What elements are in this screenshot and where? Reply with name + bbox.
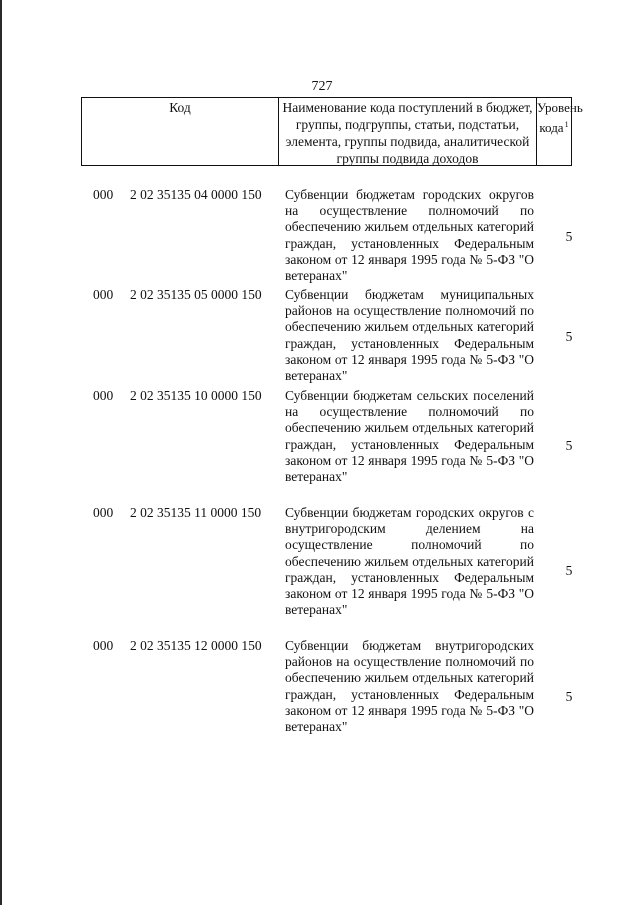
row-income-name: Субвенции бюджетам городских округов с внутригородским делением на осуществление полномочий по обеспечению жильем отдельных категорий граждан, установленных Федеральным законом от 12 января 1995 года № 5-ФЗ "О ветеранах": [285, 505, 534, 618]
row-income-code: 2 02 35135 11 0000 150: [130, 505, 262, 520]
row-level: 5: [565, 228, 573, 244]
row-income-name: Субвенции бюджетам городских округов на осуществление полномочий по обеспечению жильем отдельных категорий граждан, установленных Федеральным законом от 12 января 1995 года № 5-ФЗ "О ветеранах": [285, 187, 534, 284]
table-row: [2, 388, 640, 505]
row-income-name: Субвенции бюджетам муниципальных районов на осуществление полномочий по обеспечению жильем отдельных категорий граждан, установленных Федеральным законом от 12 января 1995 года № 5-ФЗ "О ветеранах": [285, 287, 534, 384]
row-income-name: Субвенции бюджетам внутригородских районов на осуществление полномочий по обеспечению жильем отдельных категорий граждан, установленных Федеральным законом от 12 января 1995 года № 5-ФЗ "О ветеранах": [285, 638, 534, 735]
row-admin-code: 000: [93, 287, 114, 302]
row-level: 5: [565, 329, 573, 345]
row-income-code: 2 02 35135 04 0000 150: [130, 187, 262, 202]
row-admin-code: 000: [93, 187, 114, 202]
table-row: [2, 505, 640, 638]
row-level: 5: [565, 688, 573, 704]
header-name: Наименование кода поступлений в бюджет, группы, подгруппы, статьи, подстатьи, элемента, группы подвида, аналитической группы подвида доходов: [279, 98, 537, 165]
row-level: 5: [565, 563, 573, 579]
row-income-code: 2 02 35135 10 0000 150: [130, 388, 262, 403]
table-header: [81, 97, 583, 166]
header-level: [537, 98, 583, 165]
row-income-code: 2 02 35135 05 0000 150: [130, 287, 262, 302]
table-row: [2, 287, 640, 388]
row-admin-code: 000: [93, 638, 114, 653]
row-admin-code: 000: [93, 388, 114, 403]
row-income-name: Субвенции бюджетам сельских поселений на осуществление полномочий по обеспечению жильем отдельных категорий граждан, установленных Федеральным законом от 12 января 1995 года № 5-ФЗ "О ветеранах": [285, 388, 534, 485]
page-number: 727: [311, 79, 333, 94]
header-level-label: Уровень кода: [537, 100, 583, 135]
table-row: [2, 638, 640, 756]
table-row: [2, 187, 640, 287]
header-code: Код: [82, 98, 279, 165]
header-level-footnote: 1: [564, 120, 569, 129]
row-level: 5: [565, 438, 573, 454]
row-admin-code: 000: [93, 505, 114, 520]
row-income-code: 2 02 35135 12 0000 150: [130, 638, 262, 653]
entries-list: [2, 187, 640, 756]
